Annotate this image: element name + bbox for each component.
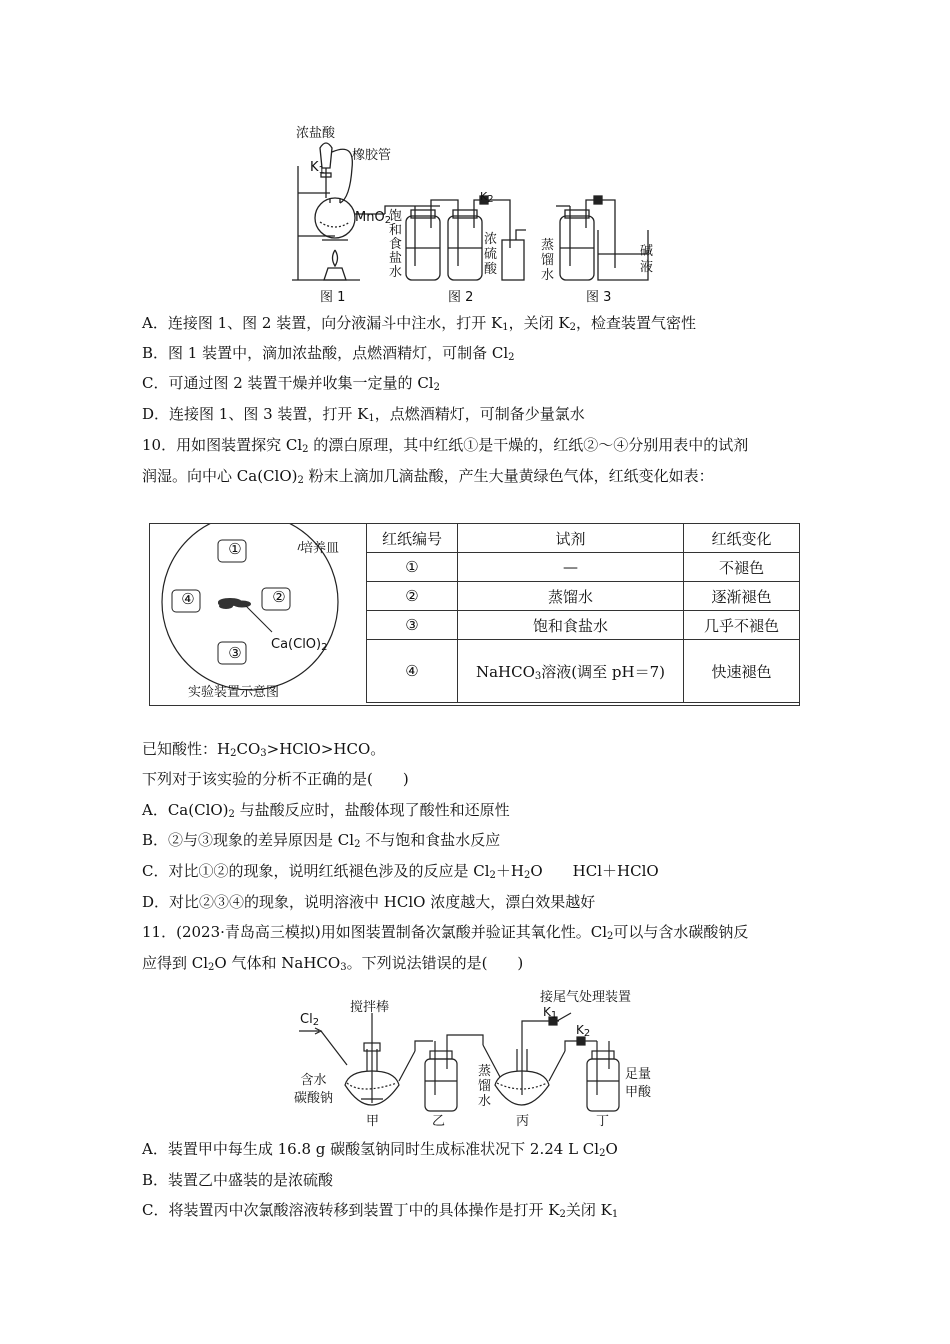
label-petri-dish: 培养皿 — [300, 541, 340, 556]
label-mno2: MnO$_2$ — [355, 210, 392, 226]
table-row — [367, 640, 800, 703]
q11-option-a: A．装置甲中每生成 16.8 g 碳酸氢钠同时生成标准状况下 2.24 L $Cl_2O$ — [142, 1140, 618, 1159]
dish-paper-3: ③ — [228, 644, 242, 662]
th-reagent: 试剂 — [458, 524, 684, 553]
q9-option-a: A．连接图 1、图 2 装置，向分液漏斗中注水，打开 $K_1$，关闭 $K_2$，检查装置气密性 — [142, 314, 696, 333]
label-tail-gas: 接尾气处理装置 — [540, 990, 632, 1005]
label-formic-acid: 足量 甲酸 — [625, 1067, 652, 1100]
dish-caption: 实验装置示意图 — [188, 685, 280, 700]
th-change: 红纸变化 — [684, 524, 800, 553]
q11-option-c: C．将装置丙中次氯酸溶液转移到装置丁中的具体操作是打开 $K_2$关闭 $K_1$ — [142, 1201, 619, 1220]
apparatus-figure-1-3 — [280, 118, 680, 308]
q10-option-c: C．对比①②的现象，说明红纸褪色涉及的反应是 $Cl_2+H_2O$ HCl＋HClO — [142, 862, 659, 881]
q10-known-acidity: 已知酸性：$H_2CO_3>HClO>HCO$。 — [142, 740, 386, 759]
label-saturated-brine: 饱 和 食 盐 水 — [389, 209, 403, 280]
q11-option-b: B．装置乙中盛装的是浓硫酸 — [142, 1171, 334, 1189]
q11-stem-line2: 应得到 $Cl_2O$ 气体和 NaHCO$_3$。下列说法错误的是( ) — [142, 954, 524, 973]
q9-option-c: C．可通过图 2 装置干燥并收集一定量的 $Cl_2$ — [142, 374, 440, 393]
q10-option-a: A．$Ca(ClO)_2$ 与盐酸反应时，盐酸体现了酸性和还原性 — [142, 801, 510, 820]
caption-fig1: 图 1 — [320, 290, 346, 305]
caption-fig2: 图 2 — [448, 290, 474, 305]
cell-id: ② — [367, 582, 458, 611]
caption-bing: 丙 — [516, 1114, 530, 1129]
q10-stem-line2: 润湿。向中心 $Ca(ClO)_2$ 粉末上滴加几滴盐酸，产生大量黄绿色气体，红纸变化如表： — [142, 467, 714, 486]
table-row — [367, 553, 800, 582]
q10-option-b: B．②与③现象的差异原因是 $Cl_2$ 不与饱和食盐水反应 — [142, 831, 501, 850]
q10-ask: 下列对于该实验的分析不正确的是( ) — [142, 770, 409, 788]
caption-jia: 甲 — [366, 1114, 380, 1129]
label-conc-hcl: 浓盐酸 — [296, 126, 336, 141]
label-k1: $K_1$ — [310, 160, 325, 176]
dish-paper-4: ④ — [181, 590, 195, 608]
label-alkali: 碱 液 — [640, 244, 654, 275]
caption-fig3: 图 3 — [586, 290, 612, 305]
label-k1-q11: $K_1$ — [543, 1005, 558, 1021]
label-distilled-water: 蒸 馏 水 — [541, 238, 555, 283]
q11-stem-line1: 11．(2023·青岛高三模拟)用如图装置制备次氯酸并验证其氧化性。$Cl_2$可以与含水碳酸钠反 — [142, 923, 749, 942]
cell-id: ③ — [367, 611, 458, 640]
q9-option-b: B．图 1 装置中，滴加浓盐酸，点燃酒精灯，可制备 $Cl_2$ — [142, 344, 515, 363]
cell-change: 几乎不褪色 — [684, 611, 800, 640]
label-k2-q11: $K_2$ — [576, 1023, 591, 1039]
label-distilled-water-2: 蒸 馏 水 — [478, 1064, 492, 1109]
results-table — [366, 523, 800, 703]
cell-id: ④ — [367, 640, 458, 703]
cell-change: 快速褪色 — [684, 640, 800, 703]
table-row — [367, 611, 800, 640]
cell-change: 逐渐褪色 — [684, 582, 800, 611]
dish-paper-2: ② — [272, 588, 286, 606]
label-conc-h2so4: 浓 硫 酸 — [484, 232, 498, 277]
caption-yi: 乙 — [432, 1114, 446, 1129]
table-row — [367, 582, 800, 611]
label-caclo2: $Ca(ClO)_2$ — [271, 637, 328, 653]
q9-option-d: D．连接图 1、图 3 装置，打开 $K_1$，点燃酒精灯，可制备少量氯水 — [142, 405, 585, 424]
cell-reagent: 蒸馏水 — [458, 582, 684, 611]
cell-reagent: — — [458, 553, 684, 582]
dish-paper-1: ① — [228, 540, 242, 558]
cell-id: ① — [367, 553, 458, 582]
cell-reagent: NaHCO$_3$溶液(调至 pH＝7) — [458, 640, 684, 703]
caption-ding: 丁 — [596, 1114, 610, 1129]
label-stirrer: 搅拌棒 — [350, 1000, 390, 1015]
label-k2: $K_2$ — [480, 190, 494, 205]
q10-stem-line1: 10．用如图装置探究 $Cl_2$ 的漂白原理，其中红纸①是干燥的，红纸②～④分别用表中的试剂 — [142, 436, 749, 455]
cell-change: 不褪色 — [684, 553, 800, 582]
cell-reagent: 饱和食盐水 — [458, 611, 684, 640]
th-paper-id: 红纸编号 — [367, 524, 458, 553]
label-cl2-inlet: $Cl_2$ — [300, 1012, 320, 1028]
label-hydrous-na2co3: 含水 碳酸钠 — [294, 1073, 334, 1106]
label-rubber-tube: 橡胶管 — [352, 148, 392, 163]
table-header-row — [367, 524, 800, 553]
q10-option-d: D．对比②③④的现象，说明溶液中 HClO 浓度越大，漂白效果越好 — [142, 893, 596, 911]
